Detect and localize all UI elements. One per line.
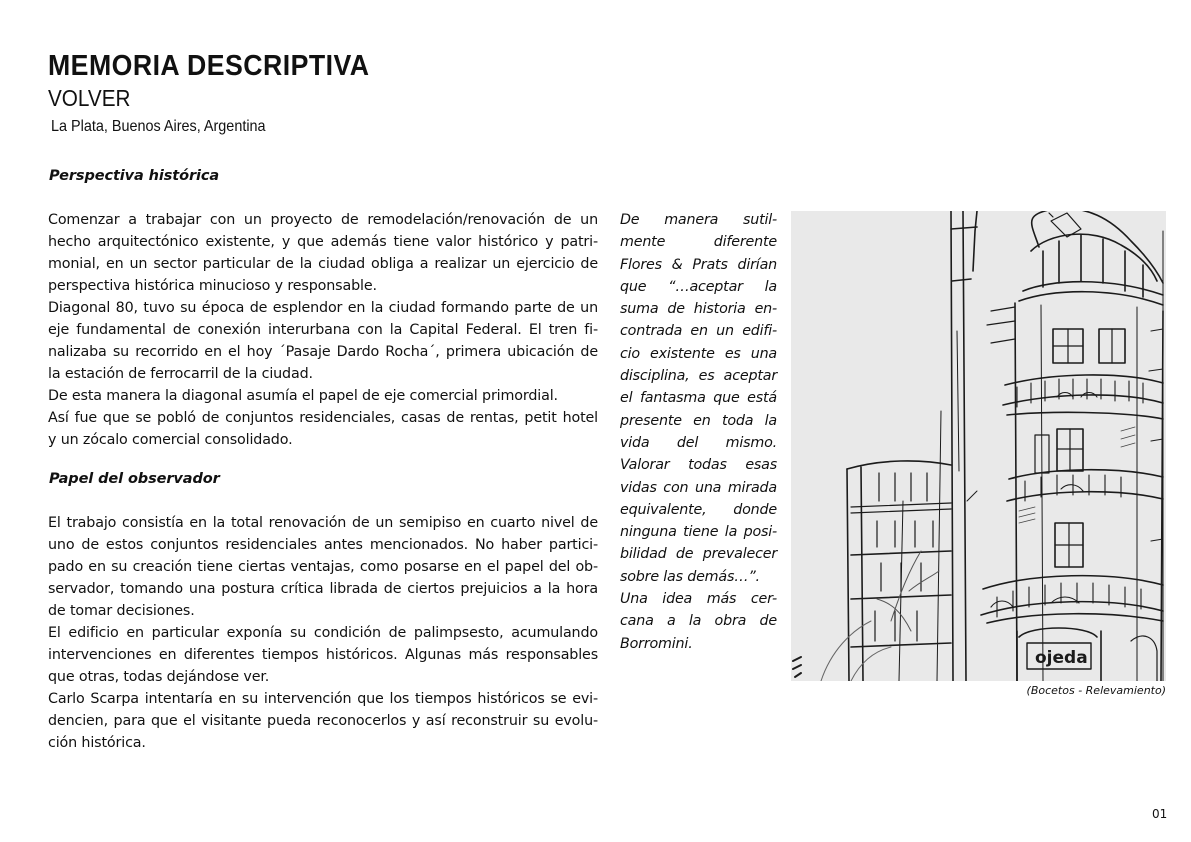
project-name: VOLVER: [48, 85, 131, 111]
quote-line: disciplina, es aceptar: [620, 368, 777, 385]
body-line: El trabajo consistía en la total renovación de un semipiso en cuarto nivel de: [48, 515, 598, 531]
section-body-observador: [48, 512, 598, 754]
body-line: hecho arquitectónico existente, y que además tiene valor histórico y patri-: [48, 234, 598, 250]
quote-line: que “…aceptar la: [620, 278, 777, 295]
quote-line: contrada en un edifi-: [620, 323, 777, 340]
quote-line: bilidad de prevalecer: [620, 546, 777, 563]
body-line: El edificio en particular exponía su condición de palimpsesto, acumulando: [48, 625, 598, 641]
body-line: Carlo Scarpa intentaría en su intervención que los tiempos históricos se evi-: [48, 691, 598, 707]
quote-line: vidas con una mirada: [620, 479, 777, 496]
quote-line: cio existente es una: [620, 345, 777, 362]
body-line: de tomar decisiones.: [48, 603, 195, 619]
quote-line: el fantasma que está: [620, 390, 777, 407]
quote-line: Flores & Prats dirían: [620, 256, 777, 273]
quote-line: mente diferente: [620, 234, 777, 251]
section-body-perspectiva: [48, 209, 598, 451]
body-line: dencien, para que el visitante pueda reconocerlos y así reconstruir su evolu-: [48, 713, 598, 729]
body-line: perspectiva histórica minucioso y responsable.: [48, 278, 377, 294]
quote-line: suma de historia en-: [620, 301, 777, 318]
quote-column: [620, 209, 777, 655]
shop-sign-text: ojeda: [1035, 648, 1088, 668]
section-heading-perspectiva: Perspectiva histórica: [49, 168, 220, 184]
body-line: y un zócalo comercial consolidado.: [48, 432, 293, 448]
document-title: MEMORIA DESCRIPTIVA: [48, 50, 370, 82]
body-line: ción histórica.: [48, 735, 146, 751]
quote-line: Una idea más cer-: [620, 591, 777, 608]
quote-line: Borromini.: [620, 635, 693, 652]
project-location: La Plata, Buenos Aires, Argentina: [51, 118, 266, 135]
quote-line: vida del mismo.: [620, 434, 777, 451]
body-line: intervenciones en diferentes tiempos históricos. Algunas más responsables: [48, 647, 598, 663]
body-line: uno de estos conjuntos residenciales antes mencionados. No haber partici-: [48, 537, 598, 553]
figure-caption: (Bocetos - Relevamiento): [1026, 684, 1166, 697]
quote-line: equivalente, donde: [620, 501, 777, 518]
body-line: Diagonal 80, tuvo su época de esplendor en la ciudad formando parte de un: [48, 300, 598, 316]
body-line: nalizaba su recorrido en el hoy ´Pasaje Dardo Rocha´, primera ubicación de: [48, 344, 598, 360]
body-line: Comenzar a trabajar con un proyecto de remodelación/renovación de un: [48, 212, 598, 228]
quote-line: presente en toda la: [620, 412, 777, 429]
building-sketch-image: [791, 211, 1166, 681]
body-line: servador, tomando una postura crítica librada de ciertos prejuicios a la hora: [48, 581, 598, 597]
quote-line: Valorar todas esas: [620, 457, 777, 474]
body-line: Así fue que se pobló de conjuntos residenciales, casas de rentas, petit hotel: [48, 410, 598, 426]
body-line: que otras, todas dejándose ver.: [48, 669, 270, 685]
body-line: pado en su creación tiene ciertas ventajas, como posarse en el papel del ob-: [48, 559, 598, 575]
body-line: monial, en un sector particular de la ciudad obliga a realizar un ejercicio de: [48, 256, 598, 272]
section-heading-observador: Papel del observador: [49, 471, 220, 487]
quote-line: cana a la obra de: [620, 613, 777, 630]
quote-line: sobre las demás…”.: [620, 568, 760, 585]
body-line: De esta manera la diagonal asumía el papel de eje comercial primordial.: [48, 388, 558, 404]
page-number: 01: [1152, 807, 1168, 821]
body-line: eje fundamental de conexión interurbana con la Capital Federal. El tren fi-: [48, 322, 598, 338]
body-line: la estación de ferrocarril de la ciudad.: [48, 366, 313, 382]
quote-line: ninguna tiene la posi-: [620, 524, 777, 541]
quote-line: De manera sutil-: [620, 212, 777, 228]
